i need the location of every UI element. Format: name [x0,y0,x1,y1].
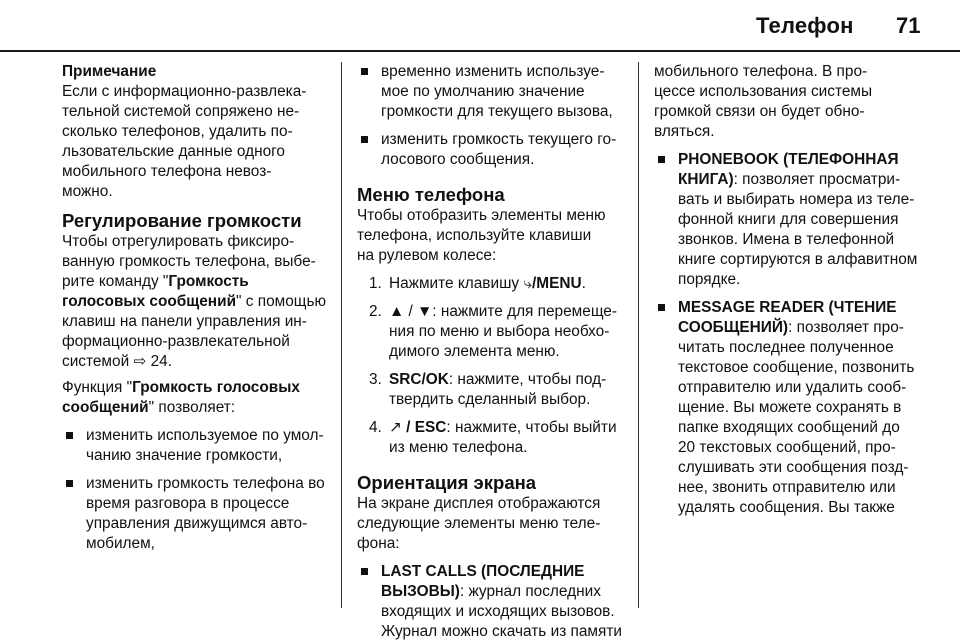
text-line: управления движущимся авто- [86,515,308,532]
text-line: Журнал можно скачать из памяти [381,623,622,640]
text-line: формационно-развлекательной [62,333,290,350]
note-line: сколько телефонов, удалить по- [62,123,293,140]
function-name: сообщений [62,399,149,416]
menu-item-name: ВЫЗОВЫ) [381,583,460,600]
list-item [357,562,623,642]
text-line: нее, звонить отправителю или [678,479,896,496]
text-line [389,274,623,294]
function-paragraph [62,378,326,418]
text-fragment: системой [62,353,134,370]
text-line [62,398,326,418]
text-fragment: . [581,275,586,292]
step-number: 1. [369,275,382,292]
text-line: изменить громкость текущего го- [381,131,617,148]
text-line: лосового сообщения. [381,151,535,168]
page-title: Телефон [756,13,854,38]
step-number: 3. [369,371,382,388]
bullet-square-icon [361,68,368,75]
text-line [389,370,623,390]
text-line: телефона, используйте клавиши [357,227,592,244]
note-line: мобильного телефона невоз- [62,163,272,180]
command-name: Громкость [168,273,249,290]
text-fragment: : позволяет просматри- [733,171,901,188]
menu-item-name: КНИГА) [678,171,734,188]
text-line: временно изменить используе- [381,63,605,80]
menu-paragraph [357,206,623,266]
text-line [62,352,326,372]
text-line [678,170,930,190]
note-block [62,62,326,202]
text-line: изменить используемое по умол- [86,427,324,444]
text-line: читать последнее полученное [678,339,894,356]
text-line: цессе использования системы [654,83,873,100]
text-line: папке входящих сообщений до [678,419,900,436]
text-line [62,272,326,292]
section-heading-phone-menu: Меню телефона [357,184,505,205]
list-item [357,62,623,122]
text-fragment: Функция " [62,379,133,396]
text-line: На экране дисплея отображаются [357,495,601,512]
text-line: книге сортируются в алфавитном [678,251,918,268]
command-name: голосовых сообщений [62,293,237,310]
text-line: ния по меню и выбора необхо- [389,323,610,340]
menu-item-name: PHONEBOOK (ТЕЛЕФОННАЯ [678,151,899,168]
text-line: громкой связи он будет обно- [654,103,865,120]
menu-item-name: СООБЩЕНИЙ) [678,319,789,336]
list-item [62,474,326,554]
column-divider-1 [341,62,342,608]
header-divider [0,50,960,52]
list-item [654,298,930,518]
text-fragment: " с помощью [236,293,327,310]
bullet-square-icon [361,568,368,575]
bullet-square-icon [658,304,665,311]
text-line: текстовое сообщение, позвонить [678,359,915,376]
text-line: 20 текстовых сообщений, про- [678,439,896,456]
page-number: 71 [896,13,921,38]
text-fragment: : нажмите, чтобы выйти [446,419,617,436]
text-line: слушивать эти сообщения позд- [678,459,909,476]
text-line: удалять сообщения. Вы также [678,499,895,516]
note-title: Примечание [62,63,157,80]
note-line: Если с информационно-развлека- [62,83,307,100]
step-number: 4. [369,419,382,436]
text-line: отправителю или удалить сооб- [678,379,907,396]
bullet-square-icon [658,156,665,163]
back-key-icon: ↗ [389,419,402,436]
numbered-step [357,418,623,458]
text-line: изменить громкость телефона во [86,475,325,492]
text-line: из меню телефона. [389,439,528,456]
text-line [678,318,930,338]
text-fragment: : позволяет про- [788,319,904,336]
phone-key-icon: ⤷ [523,275,533,292]
text-line [62,378,326,398]
screen-paragraph [357,494,623,554]
text-line: твердить сделанный выбор. [389,391,591,408]
column-divider-2 [638,62,639,608]
key-name: / ESC [401,419,447,436]
text-line [62,292,326,312]
text-fragment: " позволяет: [148,399,236,416]
text-line: фона: [357,535,400,552]
text-line: порядке. [678,271,741,288]
column-3 [654,62,930,518]
note-line: льзовательские данные одного [62,143,285,160]
text-line: чанию значение громкости, [86,447,283,464]
text-line: фонной книги для совершения [678,211,899,228]
text-line: входящих и исходящих вызовов. [381,603,615,620]
key-name: /MENU [532,275,582,292]
text-fragment: : нажмите, чтобы под- [448,371,607,388]
column-2 [357,62,623,642]
numbered-step [357,274,623,294]
section-heading-screen: Ориентация экрана [357,472,537,493]
text-line: на рулевом колесе: [357,247,497,264]
step-number: 2. [369,303,382,320]
bullet-square-icon [66,432,73,439]
text-line: мобилем, [86,535,155,552]
note-line: тельной системой сопряжено не- [62,103,300,120]
menu-item-name: MESSAGE READER (ЧТЕНИЕ [678,299,897,316]
text-line: димого элемента меню. [389,343,560,360]
numbered-step [357,302,623,362]
text-fragment: рите команду " [62,273,169,290]
function-name: Громкость голосовых [132,379,300,396]
bullet-square-icon [66,480,73,487]
text-line: щение. Вы можете сохранять в [678,399,902,416]
numbered-step [357,370,623,410]
page-reference: 24. [146,353,173,370]
text-line: следующие элементы меню теле- [357,515,601,532]
list-item [62,426,326,466]
text-line: клавиш на панели управления ин- [62,313,307,330]
bullet-square-icon [361,136,368,143]
page-reference-arrow-icon: ⇨ [133,353,147,370]
key-name: SRC/OK [389,371,449,388]
column-1 [62,62,326,554]
text-line: вляться. [654,123,715,140]
note-line: можно. [62,183,113,200]
section-heading-volume: Регулирование громкости [62,210,302,231]
text-line: мобильного телефона. В про- [654,63,868,80]
text-line: Чтобы отобразить элементы меню [357,207,606,224]
text-line [389,418,623,438]
page-header [0,0,960,50]
text-line: звонков. Имена в телефонной [678,231,895,248]
text-line: вать и выбирать номера из теле- [678,191,915,208]
text-line: мое по умолчанию значение [381,83,585,100]
text-line [381,582,623,602]
text-line: громкости для текущего вызова, [381,103,613,120]
text-line: ванную громкость телефона, выбе- [62,253,316,270]
continued-paragraph [654,62,930,142]
list-item [654,150,930,290]
menu-item-name: LAST CALLS (ПОСЛЕДНИЕ [381,563,585,580]
text-line: Чтобы отрегулировать фиксиро- [62,233,295,250]
volume-paragraph [62,232,326,372]
text-fragment: Нажмите клавишу [389,275,524,292]
text-line: ▲ / ▼: нажмите для перемеще- [389,303,617,320]
list-item [357,130,623,170]
text-line: время разговора в процессе [86,495,290,512]
text-fragment: : журнал последних [459,583,601,600]
